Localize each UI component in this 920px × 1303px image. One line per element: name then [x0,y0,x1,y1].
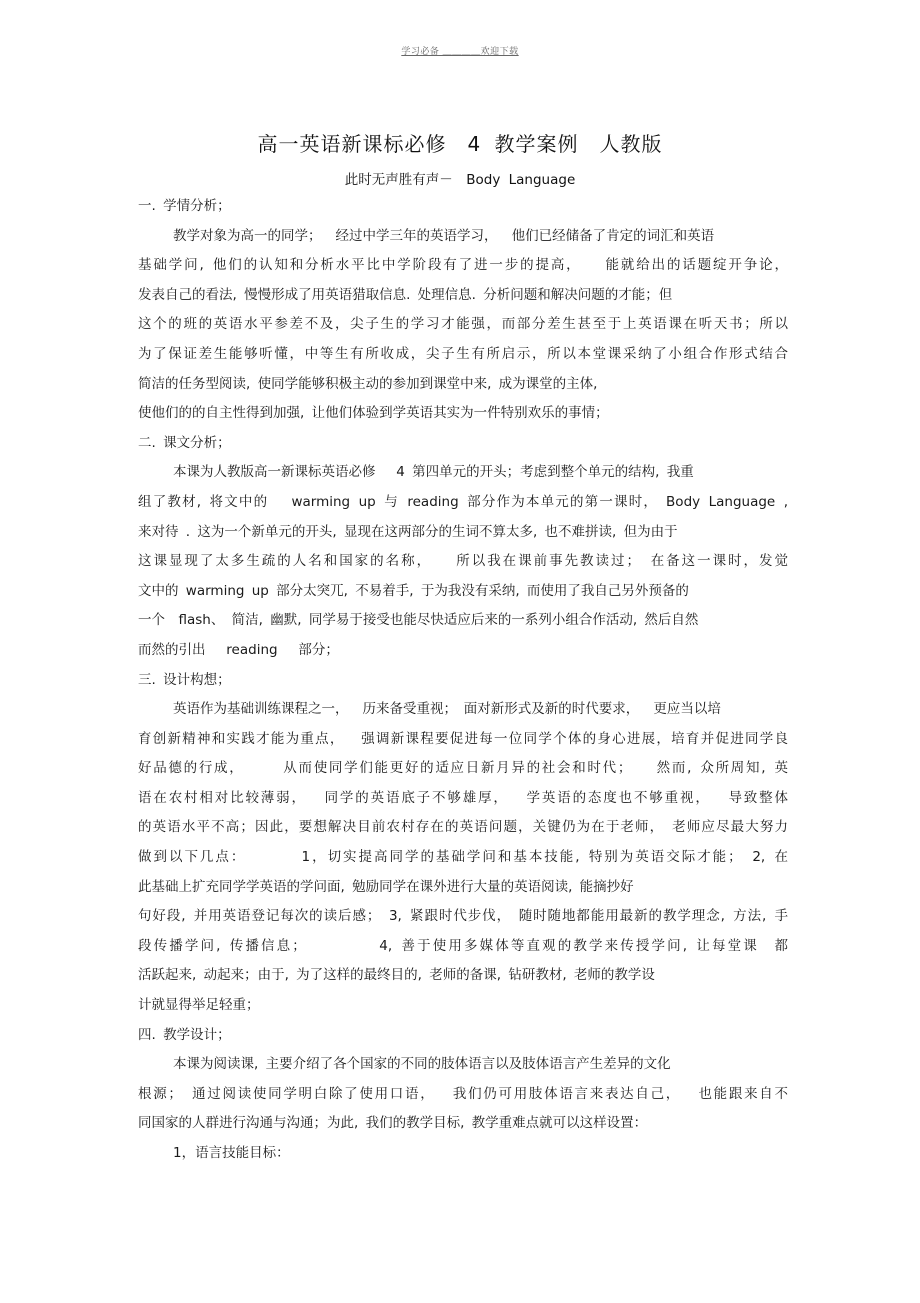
section-heading: 二. 课文分析； [138,434,231,451]
document-title: 高一英语新课标必修 4 教学案例 人教版 [257,132,663,156]
section-heading: 一. 学情分析； [138,198,231,214]
text-line: 活跃起来, 动起来；由于, 为了这样的最终目的, 老师的备课, 钻研教材, 老师的教学设 [138,967,655,984]
text-line: 教学对象为高一的同学； 经过中学三年的英语学习， 他们已经储备了肯定的词汇和英语 [173,227,715,244]
text-line: 好品德的行成， 从而使同学们能更好的适应日新月异的社会和时代； 然而, 众所周知, 英 [138,760,788,777]
watermark-header: 学习必备 ＿＿＿＿欢迎下载 [401,47,519,57]
text-line: 根源； 通过阅读使同学明白除了使用口语， 我们仍可用肢体语言来表达自己， 也能跟来自不 [138,1085,788,1102]
text-line: 本课为人教版高一新课标英语必修 4 第四单元的开头；考虑到整个单元的结构, 我重 [173,464,694,481]
text-line: 发表自己的看法, 慢慢形成了用英语猎取信息. 处理信息. 分析问题和解决问题的才能；但 [138,286,673,303]
text-line: 计就显得举足轻重； [138,997,260,1014]
text-line: 组了教材, 将文中的 warming up 与 reading 部分作为本单元的第一课时， Body Language , [138,493,788,510]
text-line: 做到以下几点： 1，切实提高同学的基础学问和基本技能, 特别为英语交际才能； 2, 在 [138,849,788,866]
section-heading: 四. 教学设计； [138,1026,231,1043]
document-body [138,192,788,1169]
text-line: 同国家的人群进行沟通与沟通；为此, 我们的教学目标, 教学重难点就可以这样设置： [138,1115,648,1132]
text-line: 简洁的任务型阅读, 使同学能够积极主动的参加到课堂中来, 成为课堂的主体, [138,375,598,392]
text-line: 而然的引出 reading 部分； [138,641,339,658]
text-line: 这课显现了太多生疏的人名和国家的名称， 所以我在课前事先教读过； 在备这一课时，发觉 [138,553,788,570]
text-line: 的英语水平不高；因此，要想解决目前农村存在的英语问题，关键仍为在于老师， 老师应尽最大努力 [138,819,788,836]
text-line: 本课为阅读课, 主要介绍了各个国家的不同的肢体语言以及肢体语言产生差异的文化 [173,1056,671,1073]
document-subtitle: 此时无声胜有声－ Body Language [344,172,576,188]
text-line: 来对待 . 这为一个新单元的开头, 显现在这两部分的生词不算太多, 也不难拼读, 但为由于 [138,523,678,540]
text-line: 文中的 warming up 部分太突兀, 不易着手, 于为我没有采纳, 而使用了我自己另外预备的 [138,582,689,599]
text-line: 此基础上扩充同学学英语的学问面, 勉励同学在课外进行大量的英语阅读, 能摘抄好 [138,878,634,895]
text-line: 育创新精神和实践才能为重点， 强调新课程要促进每一位同学个体的身心进展，培育并促进同学良 [138,730,788,747]
text-line: 这个的班的英语水平参差不及，尖子生的学习才能强，而部分差生甚至于上英语课在听天书；所以 [138,316,788,333]
text-line: 基础学问, 他们的认知和分析水平比中学阶段有了进一步的提高， 能就给出的话题绽开争论， [138,257,788,274]
text-line: 使他们的的自主性得到加强, 让他们体验到学英语其实为一件特别欢乐的事情； [138,405,609,422]
text-line: 语在农村相对比较薄弱， 同学的英语底子不够雄厚， 学英语的态度也不够重视， 导致整体 [138,789,788,806]
section-heading: 三. 设计构想； [138,671,231,688]
text-line: 英语作为基础训练课程之一， 历来备受重视； 面对新形式及新的时代要求， 更应当以培 [173,701,721,718]
text-line: 1，语言技能目标： [173,1145,290,1161]
text-line: 一个 flash、 简洁, 幽默, 同学易于接受也能尽快适应后来的一系列小组合作活动, 然后自然 [138,612,699,629]
text-line: 句好段, 并用英语登记每次的读后感； 3, 紧跟时代步伐， 随时随地都能用最新的教学理念, 方法, 手 [138,908,788,925]
text-line: 为了保证差生能够听懂，中等生有所收成，尖子生有所启示，所以本堂课采纳了小组合作形式结合 [138,345,788,362]
text-line: 段传播学问, 传播信息； 4, 善于使用多媒体等直观的教学来传授学问, 让每堂课 都 [138,937,788,954]
